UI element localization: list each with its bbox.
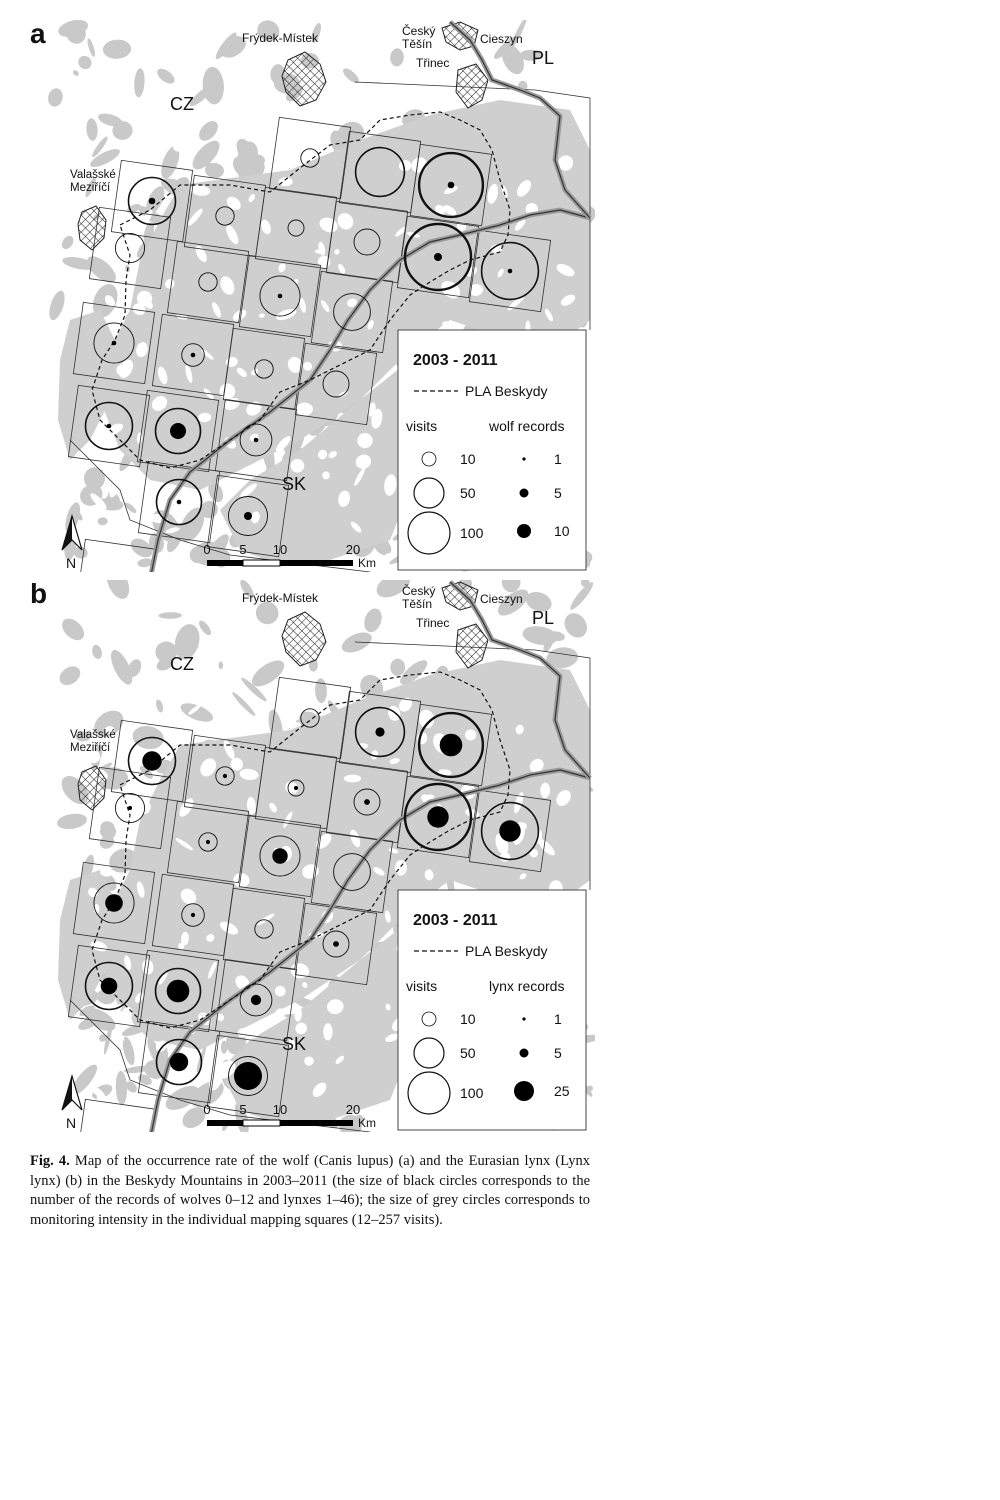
label-tesin: Těšín	[402, 37, 433, 51]
map-b	[30, 580, 595, 1132]
legend-title: 2003 - 2011	[413, 352, 498, 369]
label-mezirici: Meziříčí	[70, 182, 111, 194]
label-sk: SK	[282, 1034, 307, 1054]
scale-tick-label: 5	[239, 1102, 247, 1117]
label-pl: PL	[532, 608, 555, 628]
records-dot	[170, 1053, 188, 1071]
legend-visits-value: 10	[460, 451, 476, 467]
label-trinec: Třinec	[416, 56, 450, 70]
label-cieszyn: Cieszyn	[480, 32, 523, 46]
legend-records-value: 1	[554, 451, 562, 467]
label-trinec: Třinec	[416, 616, 450, 630]
label-cz: CZ	[170, 94, 194, 114]
records-dot	[434, 253, 442, 261]
label-mezirici: Meziříčí	[70, 742, 111, 754]
records-dot	[191, 913, 195, 917]
legend-boundary-label: PLA Beskydy	[465, 943, 548, 959]
clearing	[344, 775, 361, 783]
scale-tick-label: 0	[203, 542, 211, 557]
scale-seg-2	[243, 560, 280, 566]
records-dot	[223, 774, 227, 778]
records-dot	[170, 423, 186, 439]
scale-tick-label: 0	[203, 1102, 211, 1117]
records-dot	[251, 995, 261, 1005]
legend-records-value: 5	[554, 1045, 562, 1061]
records-dot	[448, 182, 455, 189]
records-dot	[112, 341, 117, 346]
scale-seg-3	[280, 560, 353, 566]
records-dot	[499, 820, 520, 841]
scale-tick-label: 20	[345, 542, 361, 557]
records-dot	[254, 438, 259, 443]
legend-records-value: 25	[554, 1083, 570, 1099]
legend	[398, 330, 586, 570]
scale-unit: Km	[358, 1116, 376, 1130]
label-pl: PL	[532, 48, 555, 68]
legend-visits-value: 50	[460, 485, 476, 501]
legend-records-value: 1	[554, 1011, 562, 1027]
records-dot	[294, 786, 298, 790]
label-cz: CZ	[170, 654, 194, 674]
legend-records-dot	[522, 1017, 525, 1020]
records-dot	[508, 269, 513, 274]
records-dot	[105, 894, 123, 912]
records-dot	[333, 941, 339, 947]
legend-visits-value: 10	[460, 1011, 476, 1027]
label-cesky: Český	[402, 584, 436, 598]
map-panel-a	[30, 20, 595, 572]
records-dot	[107, 424, 112, 429]
legend-records-value: 5	[554, 485, 562, 501]
legend-visits-value: 100	[460, 525, 484, 541]
caption-label: Fig. 4.	[30, 1153, 70, 1169]
legend-records-header: wolf records	[489, 418, 565, 434]
label-north: N	[66, 1115, 77, 1131]
legend-records-dot	[520, 1049, 529, 1058]
scale-tick-label: 10	[272, 542, 288, 557]
records-dot	[244, 512, 252, 520]
scale-seg-3	[280, 1120, 353, 1126]
legend-records-dot	[517, 524, 531, 538]
figure-caption	[30, 1152, 590, 1230]
label-frydek-mistek: Frýdek-Místek	[242, 591, 319, 605]
records-dot	[128, 806, 132, 810]
label-tesin: Těšín	[402, 597, 433, 611]
label-north: N	[66, 555, 77, 571]
records-dot	[177, 500, 182, 505]
legend-visits-header: visits	[406, 978, 438, 994]
legend-records-value: 10	[554, 523, 570, 539]
legend-records-dot	[514, 1081, 534, 1101]
legend	[398, 890, 586, 1130]
label-valasske: Valašské	[70, 729, 116, 741]
records-dot	[167, 980, 190, 1003]
records-dot	[364, 799, 370, 805]
caption-text: Map of the occurrence rate of the wolf (Canis lupus) (a) and the Eurasian lynx (Lynx lynx) (b) in the Beskydy Mountains in 2003–2011 (the size of black circles corresponds to the number of the records of wolves 0–12 and lynxes 1–46); the size of grey circles corresponds to monitoring intensity in the individual mapping squares (12–257 visits).	[30, 1153, 591, 1228]
legend-boundary-label: PLA Beskydy	[465, 383, 548, 399]
records-dot	[149, 198, 156, 205]
records-dot	[272, 848, 287, 863]
records-dot	[440, 734, 463, 757]
label-cieszyn: Cieszyn	[480, 592, 523, 606]
legend-visits-header: visits	[406, 418, 438, 434]
label-cesky: Český	[402, 24, 436, 38]
panel-letter-b: b	[30, 578, 48, 609]
label-valasske: Valašské	[70, 169, 116, 181]
scale-unit: Km	[358, 556, 376, 570]
label-frydek-mistek: Frýdek-Místek	[242, 31, 319, 45]
records-dot	[191, 353, 196, 358]
map-panel-b	[30, 580, 595, 1132]
records-dot	[278, 294, 283, 299]
legend-records-dot	[520, 489, 529, 498]
scale-tick-label: 20	[345, 1102, 361, 1117]
scale-seg-1	[207, 560, 243, 566]
scale-tick-label: 5	[239, 542, 247, 557]
legend-records-header: lynx records	[489, 978, 565, 994]
records-dot	[101, 978, 118, 995]
label-sk: SK	[282, 474, 307, 494]
records-dot	[142, 751, 161, 770]
records-dot	[375, 727, 384, 736]
records-dot	[234, 1062, 262, 1090]
legend-visits-value: 100	[460, 1085, 484, 1101]
legend-title: 2003 - 2011	[413, 912, 498, 929]
records-dot	[206, 840, 210, 844]
scale-seg-2	[243, 1120, 280, 1126]
panel-letter-a: a	[30, 18, 46, 49]
legend-visits-value: 50	[460, 1045, 476, 1061]
scale-seg-1	[207, 1120, 243, 1126]
records-dot	[427, 806, 448, 827]
scale-tick-label: 10	[272, 1102, 288, 1117]
legend-records-dot	[522, 457, 525, 460]
map-a	[30, 20, 595, 572]
